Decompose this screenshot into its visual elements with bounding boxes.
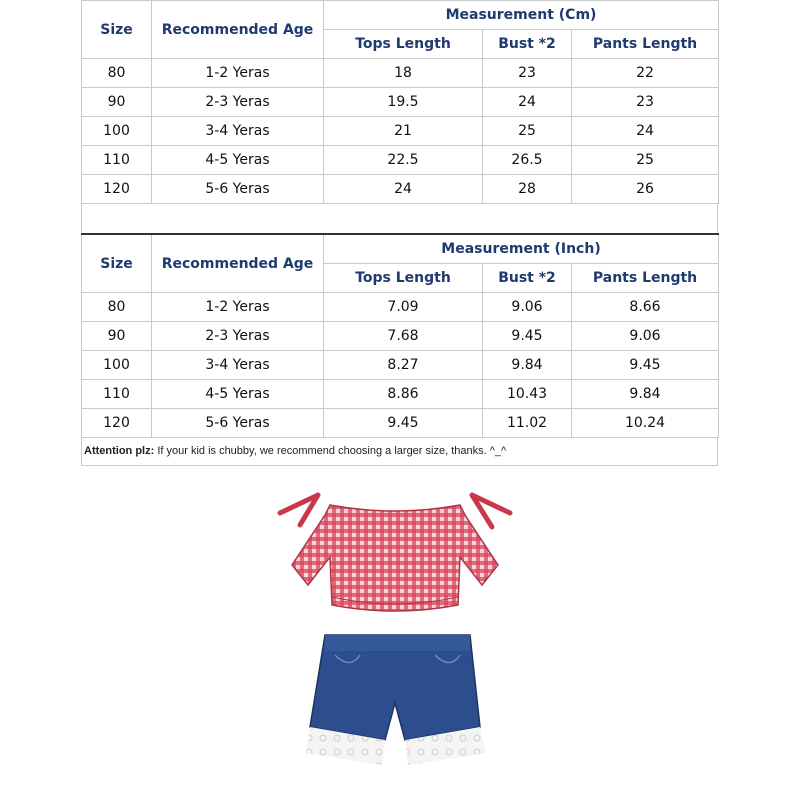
attention-note [81,438,718,466]
cell-bust: 11.02 [483,409,572,438]
cell-size: 80 [82,293,152,322]
table-row [82,293,719,322]
cell-bust: 23 [483,59,572,88]
cell-tops-length: 8.27 [324,351,483,380]
header-measurement: Measurement (Cm) [324,1,719,30]
cell-age: 4-5 Yeras [152,146,324,175]
cell-bust: 26.5 [483,146,572,175]
cell-tops-length: 9.45 [324,409,483,438]
size-table-inch [81,233,719,438]
cell-bust: 24 [483,88,572,117]
table-row [82,322,719,351]
cell-age: 1-2 Yeras [152,293,324,322]
cell-age: 2-3 Yeras [152,322,324,351]
header-bust: Bust *2 [483,30,572,59]
cell-bust: 25 [483,117,572,146]
cell-pants-length: 23 [572,88,719,117]
cell-bust: 10.43 [483,380,572,409]
cell-tops-length: 8.86 [324,380,483,409]
cell-pants-length: 26 [572,175,719,204]
cell-age: 1-2 Yeras [152,59,324,88]
gingham-top [280,495,510,611]
cm-rows [82,59,719,204]
outfit-product-image [260,465,530,800]
header-age: Recommended Age [152,234,324,293]
header-pants-length: Pants Length [572,264,719,293]
table-row [82,146,719,175]
cell-pants-length: 24 [572,117,719,146]
header-bust: Bust *2 [483,264,572,293]
cell-bust: 9.45 [483,322,572,351]
cell-size: 110 [82,146,152,175]
table-row [82,380,719,409]
cell-size: 110 [82,380,152,409]
size-table-cm [81,0,719,204]
header-size: Size [82,1,152,59]
table-row [82,88,719,117]
denim-shorts [306,635,486,765]
cell-age: 5-6 Yeras [152,409,324,438]
cell-pants-length: 9.45 [572,351,719,380]
cell-pants-length: 22 [572,59,719,88]
cell-size: 80 [82,59,152,88]
cell-size: 120 [82,409,152,438]
header-age: Recommended Age [152,1,324,59]
cell-size: 100 [82,117,152,146]
table-spacer [81,204,718,233]
cell-age: 2-3 Yeras [152,88,324,117]
header-measurement: Measurement (Inch) [324,234,719,264]
cell-tops-length: 19.5 [324,88,483,117]
inch-rows [82,293,719,438]
header-size: Size [82,234,152,293]
cell-pants-length: 8.66 [572,293,719,322]
table-row [82,351,719,380]
cell-bust: 9.84 [483,351,572,380]
header-tops-length: Tops Length [324,264,483,293]
cell-size: 90 [82,88,152,117]
cell-pants-length: 9.06 [572,322,719,351]
cell-bust: 28 [483,175,572,204]
cell-tops-length: 7.09 [324,293,483,322]
header-tops-length: Tops Length [324,30,483,59]
table-row [82,59,719,88]
cell-tops-length: 18 [324,59,483,88]
cell-age: 5-6 Yeras [152,175,324,204]
cell-size: 100 [82,351,152,380]
header-pants-length: Pants Length [572,30,719,59]
cell-size: 90 [82,322,152,351]
table-row [82,409,719,438]
note-label: Attention plz: [84,445,155,457]
table-row [82,117,719,146]
cell-age: 3-4 Yeras [152,117,324,146]
table-row [82,175,719,204]
size-chart [81,0,718,466]
cell-pants-length: 9.84 [572,380,719,409]
cell-size: 120 [82,175,152,204]
cell-pants-length: 25 [572,146,719,175]
cell-tops-length: 24 [324,175,483,204]
cell-age: 4-5 Yeras [152,380,324,409]
note-text: If your kid is chubby, we recommend choosing a larger size, thanks. ^_^ [154,445,507,457]
cell-bust: 9.06 [483,293,572,322]
cell-age: 3-4 Yeras [152,351,324,380]
cell-tops-length: 7.68 [324,322,483,351]
cell-tops-length: 22.5 [324,146,483,175]
cell-tops-length: 21 [324,117,483,146]
cell-pants-length: 10.24 [572,409,719,438]
